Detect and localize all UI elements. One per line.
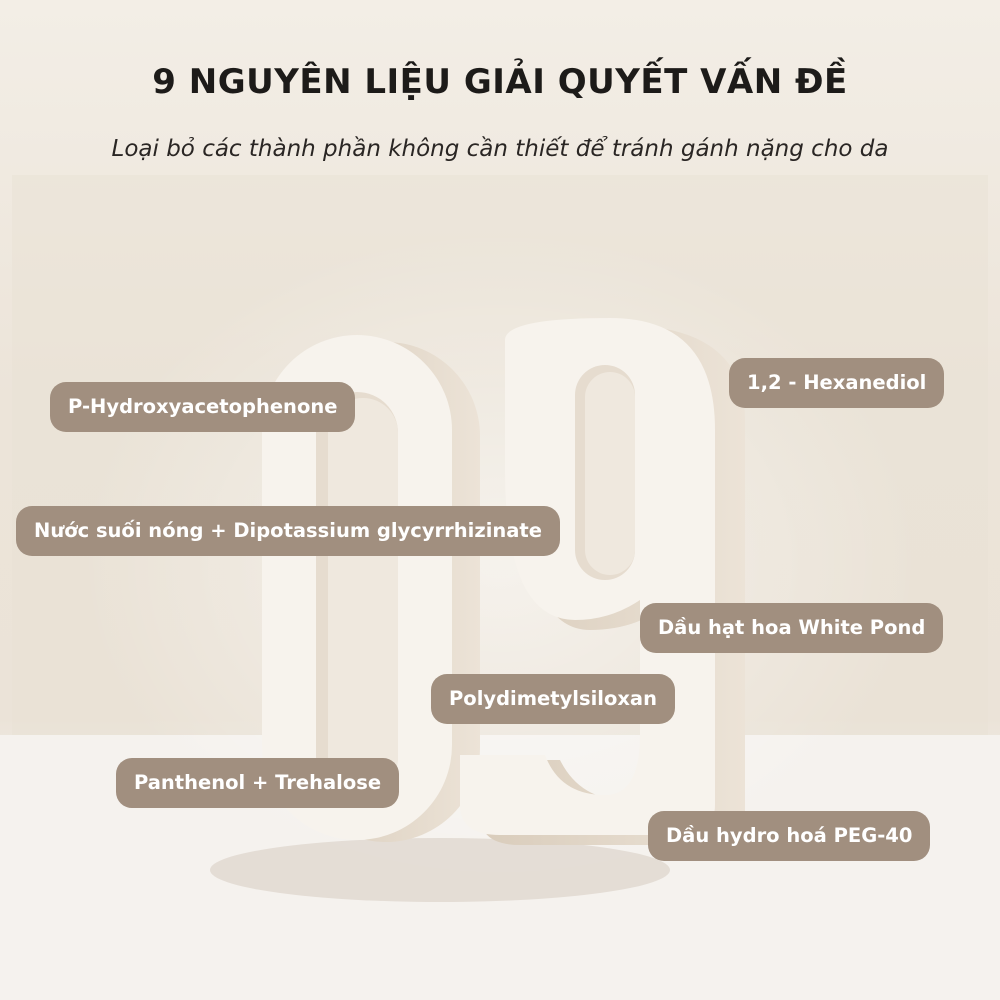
ingredient-pill-polydimethylsiloxane: Polydimetylsiloxan [431,674,675,724]
ingredient-pill-p-hydroxyacetophenone: P-Hydroxyacetophenone [50,382,355,432]
ingredient-pill-panthenol-trehalose: Panthenol + Trehalose [116,758,399,808]
ingredient-pill-peg-40-hydrogenated-oil: Dầu hydro hoá PEG-40 [648,811,930,861]
ingredient-pill-hot-spring-water: Nước suối nóng + Dipotassium glycyrrhizinate [16,506,560,556]
page-subtitle: Loại bỏ các thành phần không cần thiết để tránh gánh nặng cho da [111,136,889,162]
ingredient-pill-hexanediol: 1,2 - Hexanediol [729,358,944,408]
page-title: 9 NGUYÊN LIỆU GIẢI QUYẾT VẤN ĐỀ [152,62,848,102]
ingredient-pill-white-pond-seed-oil: Dầu hạt hoa White Pond [640,603,943,653]
